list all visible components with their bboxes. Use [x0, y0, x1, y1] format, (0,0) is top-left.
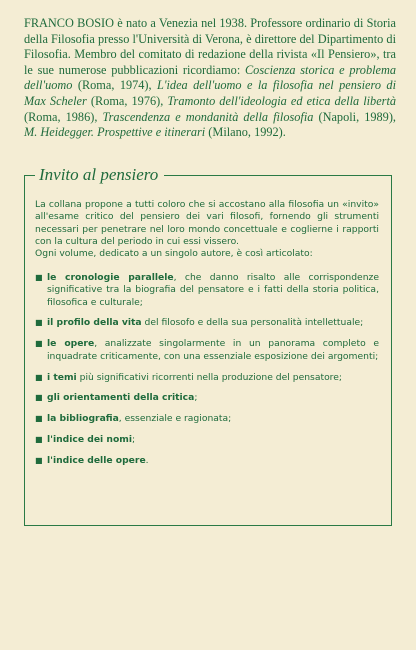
- bullet-icon: ■: [35, 435, 43, 445]
- series-title: Invito al pensiero: [35, 164, 164, 186]
- bullet-icon: ■: [35, 318, 43, 328]
- item-text: , che danno risalto alle corrispondenze significative tra la biografia del pensatore e i fatti della storia politica, filosofica e culturale;: [47, 272, 379, 308]
- bullet-icon: ■: [35, 273, 43, 282]
- item-keyword: l'indice dei nomi: [47, 434, 132, 446]
- item-keyword: i temi: [47, 371, 77, 383]
- list-item: [35, 413, 379, 425]
- list-item: [35, 372, 379, 384]
- bullet-icon: ■: [35, 372, 43, 382]
- book-title: M. Heidegger. Prospettive e itinerari: [24, 125, 206, 140]
- bio-segment: FRANCO BOSIO è nato a Venezia nel 1938. Professore ordinario di Storia della Filosofia presso l'Università di Verona, è direttore del Dipartimento di Filosofia. Membro del comitato di redazione della rivista «Il Pensiero», tra le sue numerose pubblicazioni ricordiamo:: [24, 16, 396, 77]
- book-title: Trascendenza e mondanità della filosofia: [102, 109, 314, 124]
- list-item: [35, 392, 379, 404]
- item-text: ;: [194, 392, 198, 404]
- list-item: [35, 317, 379, 329]
- intro-structure-line: Ogni volume, dedicato a un singolo autore, è così articolato:: [35, 248, 313, 260]
- intro-paragraph: La collana propone a tutti coloro che si accostano alla filosofia un «invito» all'esame critico del pensiero dei vari filosofi, fornendo gli strumenti necessari per penetrare nel loro mondo concettuale e coglierne i rapporti con la cultura del periodo in cui essi vissero.: [35, 199, 379, 247]
- author-bio: [24, 16, 396, 141]
- item-text: , essenziale e ragionata;: [118, 413, 232, 425]
- bio-segment: (Milano, 1992).: [205, 125, 286, 140]
- item-text: .: [145, 455, 149, 467]
- book-title: L'idea dell'uomo e la filosofia nel pensiero di Max Scheler: [24, 78, 396, 108]
- series-box: [24, 165, 392, 526]
- item-keyword: le cronologie parallele: [47, 272, 174, 283]
- list-item: [35, 455, 379, 467]
- item-text: del filosofo e della sua personalità intellettuale;: [141, 317, 364, 329]
- item-keyword: l'indice delle opere: [47, 455, 146, 467]
- list-item: [35, 272, 379, 309]
- bullet-icon: ■: [35, 456, 43, 466]
- bullet-icon: ■: [35, 393, 43, 403]
- bio-segment: (Roma, 1974),: [72, 78, 158, 93]
- item-text: ;: [131, 434, 136, 446]
- item-text: , analizzate singolarmente in un panorama completo e inquadrate criticamente, con una essenziale esposizione dei argomenti;: [47, 338, 379, 362]
- series-intro: [35, 199, 379, 260]
- item-keyword: il profilo della vita: [47, 317, 142, 329]
- bio-segment: (Napoli, 1989),: [313, 109, 396, 124]
- book-title: Tramonto dell'ideologia ed etica della libertà: [167, 93, 397, 108]
- feature-list: [35, 272, 379, 476]
- item-keyword: la bibliografia: [47, 413, 119, 425]
- bullet-icon: ■: [35, 339, 43, 349]
- item-keyword: gli orientamenti della critica: [47, 392, 195, 404]
- bullet-icon: ■: [35, 414, 43, 424]
- item-keyword: le opere: [47, 338, 95, 350]
- book-title: Coscienza storica e problema dell'uomo: [24, 62, 396, 93]
- list-item: [35, 338, 379, 363]
- bio-segment: (Roma, 1986),: [24, 109, 103, 124]
- item-text: più significativi ricorrenti nella produzione del pensatore;: [76, 371, 343, 383]
- bio-segment: (Roma, 1976),: [86, 93, 168, 108]
- list-item: [35, 434, 379, 446]
